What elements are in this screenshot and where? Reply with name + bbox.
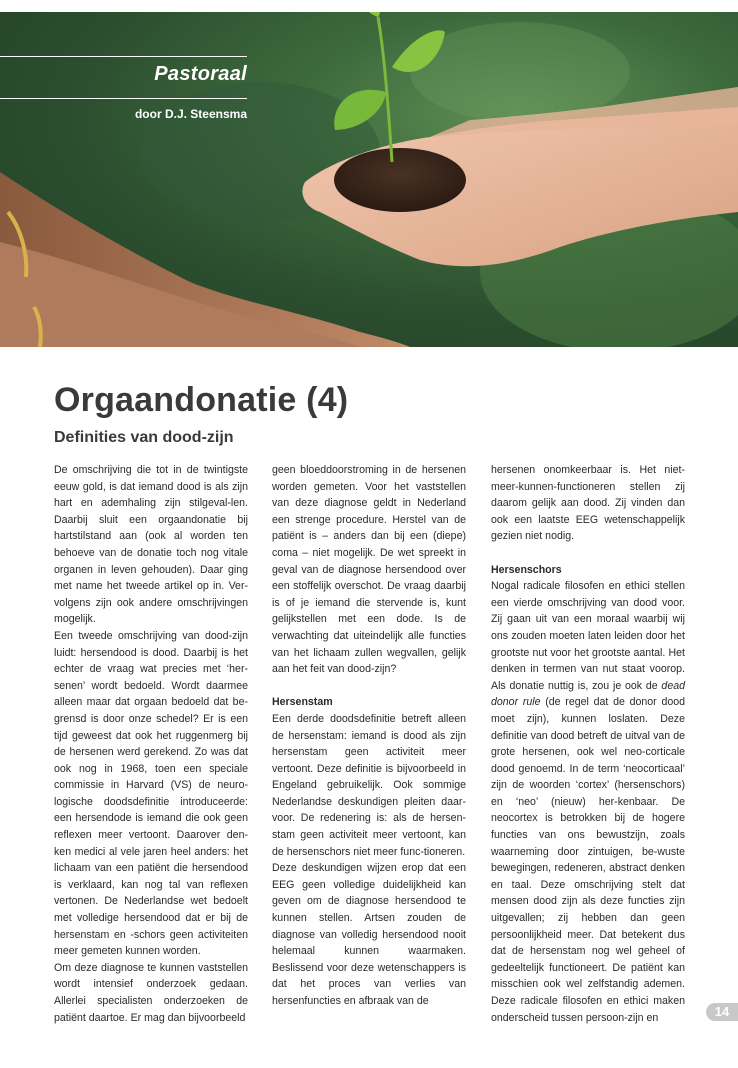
hands-with-seedling-illustration — [0, 12, 738, 347]
author-byline: door D.J. Steensma — [134, 107, 247, 121]
header-rule-top — [0, 56, 247, 57]
section-label: Pastoraal — [154, 63, 247, 85]
text-run: (de regel dat de donor dood moet zijn), kunnen loslaten. Deze definitie van dood betreft de uitval van de grote hersenen, ook wel neo-corticale dood genoemd. In de term ‘neocorticaal’ zijn de woorden ‘cortex’ (hersenschors) en ‘neo’ (nieuw) her-kenbaar. De neocortex is betrokken bij de hogere functies van ons bewustzijn, zoals waarneming door zintuigen, be-wuste bewegingen, redeneren, abstract denken en taal. Deze omschrijving stelt dat mensen dood zijn als deze functies zijn uitgevallen; zij hebben dan geen persoonlijkheid meer. Dat betekent dus dat de hersenstam nog wel geheel of gedeeltelijk functioneert. De patiënt kan misschien ook wel zelfstandig ademen. Deze radicale filosofen en ethici maken onderscheid tussen persoon-zijn en — [491, 696, 686, 1024]
paragraph: Om deze diagnose te kunnen vaststellen wordt intensief onderzoek gedaan. Allerlei specialisten onderzoeken de patiënt daartoe. Er mag dan bijvoorbeeld — [54, 961, 248, 1024]
text-column-2 — [272, 462, 466, 1010]
header-rule-bottom — [0, 98, 247, 99]
article-subtitle: Definities van dood-zijn — [54, 429, 234, 446]
text-column-1 — [54, 462, 248, 1026]
paragraph — [491, 578, 685, 1026]
text-column-3 — [491, 462, 685, 1026]
paragraph: Een derde doodsdefinitie betreft alleen de hersenstam: iemand is dood als zijn hersenstam geen activiteit meer vertoont. Deze definitie is bijvoorbeeld in Engeland gebruikelijk. Ook sommige Nederlandse deskundigen pleiten daar-voor. De redenering is: als de hersen-stam geen activiteit meer vertoont, kan de hersenschors niet meer func-tioneren. — [272, 712, 466, 858]
paragraph: De omschrijving die tot in de twintigste eeuw gold, is dat iemand dood is als zijn hart en ademhaling zijn stilgeval-len. Daarbij sluit een orgaandonatie bij hartstilstand aan (ook al worden ten behoeve van de donatie toch nog vitale organen in leven gehouden). Daar ging met name het tweede artikel op in. Ver-volgens zijn ook andere omschrijvingen mogelijk. — [54, 464, 248, 626]
paragraph: geen bloeddoorstroming in de hersenen worden gemeten. Voor het vaststellen van deze diagnose geldt in Nederland een strenge procedure. Herstel van de patiënt is – anders dan bij een (diepe) coma – niet mogelijk. De wet spreekt in geval van de diagnose hersendood over een stoffelijk overschot. De vraag daarbij is of je iemand die stervende is, kunt gelijkstellen met een dode. Is de verwachting dat uiteindelijk alle functies van het lichaam zullen wegvallen, gelijk aan het feit van dood-zijn? — [272, 464, 466, 676]
section-heading-hersenschors: Hersenschors — [491, 563, 562, 576]
emphasized-term: dead donor rule — [491, 679, 685, 709]
paragraph: hersenen onomkeerbaar is. Het niet-meer-kunnen-functioneren stellen zij daarom gelijk aan dood. Zij vinden dan ook een laatste EEG wetenschappelijk gezien niet nodig. — [491, 464, 685, 543]
article-title: Orgaandonatie (4) — [54, 381, 349, 419]
hero-photo — [0, 12, 738, 347]
paragraph: Een tweede omschrijving van dood-zijn luidt: hersendood is dood. Daarbij is het echter de vraag wat precies met ‘her-senen’ wordt bedoeld. Wordt daarmee alleen maar dat orgaan bedoeld dat be-grensd is door onze schedel? Er is een tijd geweest dat ook het ruggenmerg bij de hersenen werd gerekend. Zo was dat ook nog in 1968, toen een speciale commissie in Harvard (VS) de neuro-logische doodsdefinitie introduceerde: een hersendode is iemand die ook geen reflexen meer vertoont. Daarover den-ken medici al vele jaren heel anders: het lichaam van een patiënt die hersendood is verklaard, kan nog tal van reflexen vertonen. De Nederlandse wet bedoelt met volledige hersendood dat er bij de hersenstam en -schors geen activiteiten meer gemeten kunnen worden. — [54, 629, 248, 958]
paragraph: Deze deskundigen wijzen erop dat een EEG geen volledige duidelijkheid kan geven om de diagnose hersendood te kunnen stellen. Artsen zouden de diagnose van volledig hersendood nooit helemaal kunnen waarmaken. Beslissend voor deze wetenschappers is dat het proces van verlies van hersenfuncties en afbraak van de — [272, 862, 466, 1007]
text-run: Nogal radicale filosofen en ethici stellen een vierde omschrijving van dood voor. Zij gaan uit van een moraal waarbij wij ons zouden moeten laten leiden door het grootste nut voor het grootste aantal. Het denken in termen van nut staat voorop. Als donatie nuttig is, zou je ook de — [491, 580, 685, 692]
section-heading-hersenstam: Hersenstam — [272, 696, 333, 709]
page-number: 14 — [706, 1003, 738, 1021]
